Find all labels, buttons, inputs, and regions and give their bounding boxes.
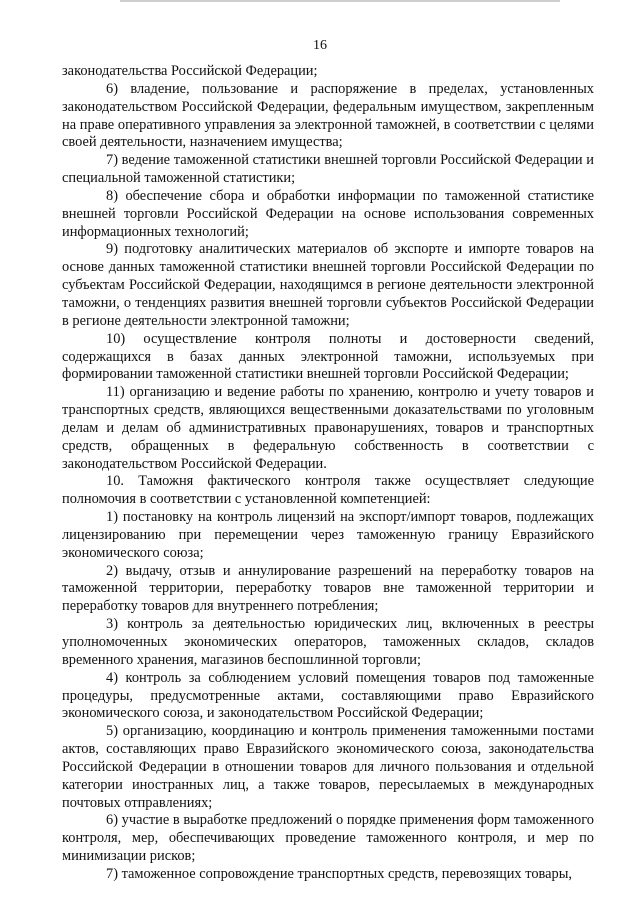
scan-top-edge (120, 0, 560, 2)
page-number: 16 (313, 38, 327, 53)
paragraph-item-9: 9) подготовку аналитических материалов об экспорте и импорте товаров на основе данных таможенной статистики внешней торговли Российской Федерации по субъектам Российской Федерации, находящимся в регионе деятельности электронной таможни, о тенденциях развития внешней торговли субъектов Российской Федерации в регионе деятельности электронной таможни; (62, 241, 594, 329)
paragraph-continuation: законодательства Российской Федерации; (62, 63, 318, 79)
paragraph-subitem-5: 5) организацию, координацию и контроль применения таможенными постами актов, составляющих право Евразийского экономического союза, законодательства Российской Федерации в отношении товаров для личного пользования и отдельной категории иностранных лиц, а также товаров, пересылаемых в международных почтовых отправлениях; (62, 723, 594, 811)
paragraph-subitem-7: 7) таможенное сопровождение транспортных средств, перевозящих товары, (106, 865, 572, 882)
paragraph-subitem-3: 3) контроль за деятельностью юридических лиц, включенных в реестры уполномоченных экономических операторов, таможенных складов, складов временного хранения, магазинов беспошлинной торговли; (62, 616, 594, 668)
paragraph-item-8: 8) обеспечение сбора и обработки информации по таможенной статистике внешней торговли Российской Федерации на основе использования современных информационных технологий; (62, 187, 594, 240)
paragraph-item-7: 7) ведение таможенной статистики внешней торговли Российской Федерации и специальной таможенной статистики; (62, 152, 594, 187)
paragraph-subitem-1: 1) постановку на контроль лицензий на экспорт/импорт товаров, подлежащих лицензированию при перемещении через таможенную границу Евразийского экономического союза; (62, 509, 594, 561)
paragraph-section-10: 10. Таможня фактического контроля также осуществляет следующие полномочия в соответствии с установленной компетенцией: (62, 473, 594, 508)
paragraph-item-10: 10) осуществление контроля полноты и достоверности сведений, содержащихся в базах данных электронной таможни, используемых при формировании таможенной статистики внешней торговли Российской Федерации; (62, 330, 594, 383)
document-body (62, 63, 594, 884)
paragraph-item-11: 11) организацию и ведение работы по хранению, контролю и учету товаров и транспортных средств, являющихся вещественными доказательствами по уголовным делам и делам об административных правонарушениях, товаров и транспортных средств, обращенных в федеральную собственность в соответствии с законодательством Российской Федерации. (62, 384, 594, 472)
paragraph-item-6: 6) владение, пользование и распоряжение в пределах, установленных законодательством Российской Федерации, федеральным имуществом, закрепленным на праве оперативного управления за электронной таможней, в соответствии с целями своей деятельности, назначением имущества; (62, 80, 594, 151)
paragraph-subitem-2: 2) выдачу, отзыв и аннулирование разрешений на переработку товаров на таможенной территории, переработку товаров вне таможенной территории и переработку товаров для внутреннего потребления; (62, 562, 594, 615)
paragraph-subitem-4: 4) контроль за соблюдением условий помещения товаров под таможенные процедуры, предусмотренные актами, составляющими право Евразийского экономического союза, и законодательством Российской Федерации; (62, 669, 594, 722)
paragraph-subitem-6: 6) участие в выработке предложений о порядке применения форм таможенного контроля, мер, обеспечивающих проведение таможенного контроля, и мер по минимизации рисков; (62, 812, 594, 865)
